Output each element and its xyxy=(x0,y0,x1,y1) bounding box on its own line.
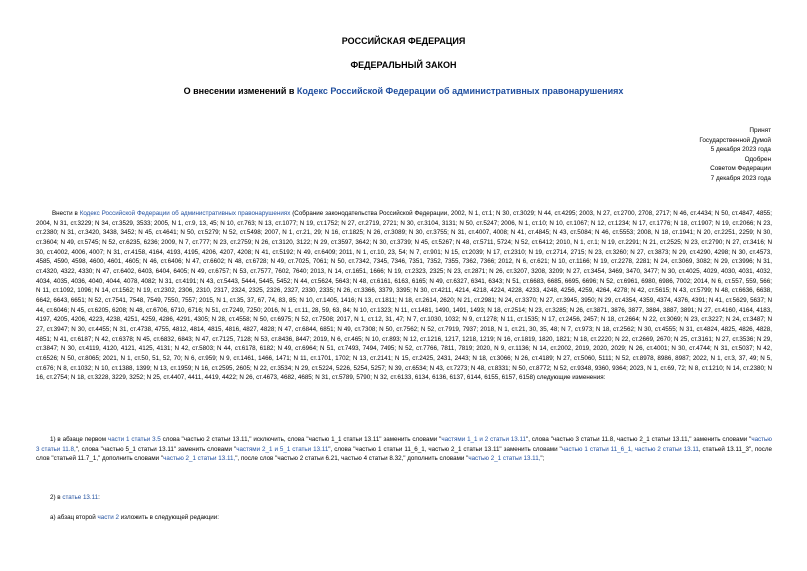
intro-text: (Собрание законодательства Российской Федерации, 2002, N 1, ст.1; N 30, ст.3029; N 44, ст.4295; 2003, N 27, ст.2700, 2708, 2717; N 46, ст.4434; N 50, ст.4847, 4855; 2004, N 31, ст.3229; N 34, ст.3529, 3533; 2005, N 1, ст.9, 13, 45; N 10, ст.763; N 13, ст.1077; N 19, ст.1752; N 27, ст.2719, 2721; N 30, ст.3104, 3131; N 50, ст.5247; 2006, N 1, ст.10; N 10, ст.1067; N 12, ст.1234; N 17, ст.1776; N 18, ст.1907; N 19, ст.2066; N 23, ст.2380; N 31, ст.3420, 3438, 3452; N 45, ст.4641; N 50, ст.5279; N 52, ст.5498; 2007, N 1, ст.21, 29; N 16, ст.1825; N 26, ст.3089; N 30, ст.3755; N 31, ст.4007, 4008; N 41, ст.4845; N 43, ст.5084; N 46, ст.5553; 2008, N 18, ст.1941; N 20, ст.2251, 2259; N 30, ст.3604; N 49, ст.5745; N 52, ст.6235, 6236; 2009, N 7, ст.777; N 23, ст.2759; N 26, ст.3120, 3122; N 29, ст.3597, 3642; N 30, ст.3739; N 45, ст.5267; N 48, ст.5711, 5724; N 52, ст.6412; 2010, N 1, ст.1; N 19, ст.2291; N 21, ст.2525; N 23, ст.2790; N 27, ст.3416; N 30, ст.4002, 4006, 4007; N 31, ст.4158, 4164, 4193, 4195, 4206, 4207, 4208; N 41, ст.5192; N 49, ст.6409; 2011, N 1, ст.10, 23, 54; N 7, ст.901; N 15, ст.2039; N 17, ст.2310; N 19, ст.2714, 2715; N 23, ст.3260; N 27, ст.3873; N 29, ст.4290, 4298; N 30, ст.4573, 4585, 4590, 4598, 4600, 4601, 4605; N 46, ст.6406; N 47, ст.6602; N 48, ст.6728; N 49, ст.7025, 7061; N 50, ст.7342, 7345, 7346, 7351, 7352, 7355, 7362, 7366; 2012, N 6, ст.621; N 10, ст.1166; N 19, ст.2278, 2281; N 24, ст.3069, 3082; N 29, ст.3996; N 31, ст.4320, 4322, 4330; N 47, ст.6402, 6403, 6404, 6405; N 49, ст.6757; N 53, ст.7577, 7602, 7640; 2013, N 14, ст.1651, 1666; N 19, ст.2323, 2325; N 23, ст.2871; N 26, ст.3207, 3208, 3209; N 27, ст.3454, 3469, 3470, 3477; N 30, ст.4025, 4029, 4030, 4031, 4032, 4034, 4035, 4036, 4040, 4044, 4078, 4082; N 31, ст.4191; N 43, ст.5443, 5444, 5445, 5452; N 44, ст.5624, 5643; N 48, ст.6161, 6163, 6165; N 49, ст.6327, 6341, 6343; N 51, ст.6683, 6685, 6695, 6696; N 52, ст.6961, 6980, 6986, 7002; 2014, N 6, ст.557, 559, 566; N 11, ст.1092, 1096; N 14, ст.1562; N 19, ст.2302, 2306, 2310, 2317, 2324, 2325, 2326, 2327, 2330, 2335; N 26, ст.3366, 3379, 3395; N 30, ст.4211, 4214, 4218, 4224, 4228, 4233, 4248, 4256, 4259, 4264, 4278; N 42, ст.5615; N 43, ст.5799; N 48, ст.6636, 6638, 6642, 6643, 6651; N 52, ст.7541, 7548, 7549, 7550, 7557; 2015, N 1, ст.35, 37, 67, 74, 83, 85; N 10, ст.1405, 1416; N 13, ст.1811; N 18, ст.2614, 2620; N 21, ст.2981; N 24, ст.3370; N 27, ст.3945, 3950; N 29, ст.4354, 4359, 4374, 4376, 4391; N 41, ст.5629, 5637; N 44, ст.6046; N 45, ст.6205, 6208; N 48, ст.6706, 6710, 6716; N 51, ст.7249, 7250; 2016, N 1, ст.11, 28, 59, 63, 84; N 10, ст.1323; N 11, ст.1481, 1490, 1491, 1493; N 18, ст.2514; N 23, ст.3285; N 26, ст.3871, 3876, 3877, 3884, 3887, 3891; N 27, ст.4160, 4164, 4183, 4197, 4205, 4206, 4223, 4238, 4251, 4259, 4286, 4291, 4305; N 28, ст.4558; N 50, ст.6975; N 52, ст.7508; 2017, N 1, ст.12, 31, 47; N 7, ст.1030, 1032; N 9, ст.1278; N 11, ст.1535; N 17, ст.2456, 2457; N 18, ст.2664; N 22, ст.3069; N 23, ст.3227; N 24, ст.3487; N 27, ст.3947; N 30, ст.4455; N 31, ст.4738, 4755, 4812, 4814, 4815, 4816, 4827, 4828; N 47, ст.6844, 6851; N 49, ст.7308; N 50, ст.7562; N 52, ст.7919, 7937; 2018, N 1, ст.21, 30, 35, 48; N 7, ст.973; N 18, ст.2562; N 30, ст.4555; N 31, ст.4824, 4825, 4826, 4828, 4851; N 41, ст.6187; N 42, ст.6378; N 45, ст.6832, 6843; N 47, ст.7125, 7128; N 53, ст.8436, 8447; 2019, N 6, ст.465; N 10, ст.893; N 12, ст.1216, 1217, 1218, 1219; N 16, ст.1819, 1820, 1821; N 18, ст.2220; N 22, ст.2669, 2670; N 25, ст.3161; N 27, ст.3536; N 29, ст.3847; N 30, ст.4119, 4120, 4121, 4125, 4131; N 42, ст.5803; N 44, ст.6178, 6182; N 49, ст.6964; N 51, ст.7493, 7494, 7495; N 52, ст.7766, 7811, 7819; 2020, N 9, ст.1136; N 14, ст.2002, 2019, 2020, 2029; N 26, ст.4001; N 30, ст.4744; N 31, ст.5037; N 42, ст.6526; N 50, ст.8065; 2021, N 1, ст.50, 51, 52, 70; N 6, ст.959; N 9, ст.1461, 1466, 1471; N 11, ст.1701, 1702; N 13, ст.2141; N 15, ст.2425, 2431, 2443; N 18, ст.3066; N 26, ст.4189; N 27, ст.5060, 5111; N 52, ст.8978, 8986, 8987; 2022, N 1, ст.3, 37, 49; N 5, ст.676; N 8, ст.1032; N 10, ст.1388, 1399; N 13, ст.1959; N 16, ст.2595, 2605; N 22, ст.3534; N 29, ст.5224, 5226, 5254, 5257; N 39, ст.6534; N 43, ст.7273; N 48, ст.8331; N 50, ст.8772; N 52, ст.9348, 9360, 9364; 2023, N 1, ст.69, 72; N 8, ст.1210; N 14, ст.2380; N 16, ст.2754; N 18, ст.3228, 3229, 3252; N 25, ст.4407, 4411, 4419, 4422; N 26, ст.4673, 4682, 4685; N 31, ст.5789, 5790; N 32, ст.6133, 6134, 6136, 6137, 6144, 6155, 6157, 6158) следующие изменения: xyxy=(36,210,773,382)
doc-header-type: ФЕДЕРАЛЬНЫЙ ЗАКОН xyxy=(350,60,457,70)
adoption-line: Принят xyxy=(749,127,771,134)
intro-lead: Внести в xyxy=(52,210,80,217)
text-fragment: ", слова "частью 5_1 статьи 13.11" заменить словами " xyxy=(75,445,237,453)
ref-link[interactable]: частями 2_1 и 5_1 статьи 13.11 xyxy=(236,445,329,453)
item-2-paragraph xyxy=(50,493,750,503)
ref-link[interactable]: частью 1 статьи 11_6_1, частью 2 статьи 13.11 xyxy=(561,445,699,453)
intro-paragraph xyxy=(36,209,772,383)
ref-link[interactable]: частью 2_1 статьи 13.11, xyxy=(163,455,236,463)
text-fragment: изложить в следующей редакции: xyxy=(118,514,219,521)
item-2a-paragraph xyxy=(50,513,750,523)
text-fragment: ", после слов "частью 2 статьи 6.21, частью 4 статьи 8.32," дополнить словами " xyxy=(235,455,469,463)
doc-title xyxy=(0,86,807,96)
ref-link[interactable]: частью 2_1 статьи 13.11, xyxy=(468,455,541,463)
text-fragment: : xyxy=(98,494,100,501)
adoption-line: 7 декабря 2023 года xyxy=(710,174,771,182)
adoption-line: Советом Федерации xyxy=(710,165,771,172)
adoption-block xyxy=(699,126,771,183)
adoption-line: Государственной Думой xyxy=(699,136,771,144)
ref-link[interactable]: части 2 xyxy=(97,514,119,521)
text-fragment: 1) в абзаце первом xyxy=(50,436,108,443)
doc-title-prefix: О внесении изменений в xyxy=(183,86,297,96)
ref-link[interactable]: части 1 статьи 3.5 xyxy=(107,436,161,443)
adoption-line: Одобрен xyxy=(744,155,771,163)
text-fragment: , статьей 13.11_3", после слов "статьей 11.7_1," дополнить словами " xyxy=(36,445,772,463)
text-fragment: ", слова "частью 3 статьи 11.8, частью 2_1 статьи 13.11," заменить словами " xyxy=(525,436,752,443)
text-fragment: а) абзац второй xyxy=(50,514,98,521)
doc-title-link[interactable]: Кодекс Российской Федерации об административных правонарушениях xyxy=(296,86,624,96)
ref-link[interactable]: частями 1_1 и 2 статьи 13.11 xyxy=(441,436,526,443)
adoption-line: 5 декабря 2023 года xyxy=(710,146,771,153)
code-link[interactable]: Кодекс Российской Федерации об административных правонарушениях xyxy=(79,210,291,217)
text-fragment: слова "частью 2 статьи 13.11," исключить, слова "частью 1_1 статьи 13.11" заменить словами " xyxy=(160,436,442,443)
ref-link[interactable]: частью 3 статьи 11.8, xyxy=(36,436,772,453)
ref-link[interactable]: статье 13.11 xyxy=(62,494,99,501)
text-fragment: 2) в xyxy=(50,494,63,501)
text-fragment: "; xyxy=(540,455,545,463)
item-1-paragraph xyxy=(36,435,772,464)
doc-header-country: РОССИЙСКАЯ ФЕДЕРАЦИЯ xyxy=(341,36,466,46)
text-fragment: ", слова "частью 1 статьи 11_6_1, частью 2_1 статьи 13.11" заменить словами " xyxy=(328,445,562,453)
